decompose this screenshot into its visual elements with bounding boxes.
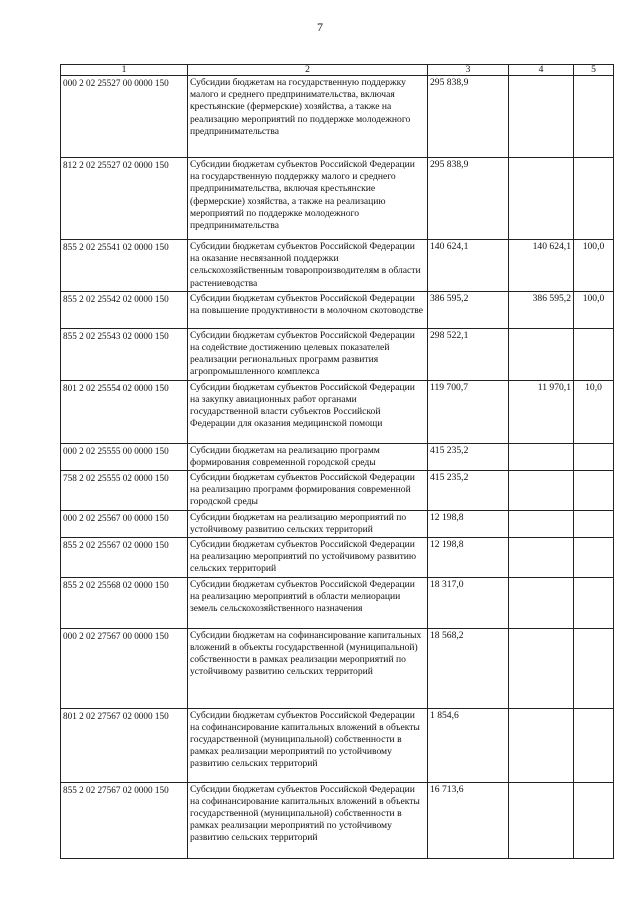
fact-value — [509, 471, 574, 511]
percent-value — [574, 577, 614, 628]
budget-code: 855 2 02 25542 02 0000 150 — [61, 291, 188, 328]
plan-value: 1 854,6 — [428, 708, 509, 782]
plan-value: 12 198,8 — [428, 510, 509, 537]
row-description: Субсидии бюджетам на софинансирование капитальных вложений в объекты государственной (муниципальной) собственности в рамках реализации мероприятий по устойчивому развитию сельских территорий — [188, 628, 428, 708]
percent-value — [574, 158, 614, 240]
budget-code: 855 2 02 27567 02 0000 150 — [61, 782, 188, 858]
column-header-plan: 3 — [428, 65, 509, 76]
plan-value: 16 713,6 — [428, 782, 509, 858]
percent-value — [574, 443, 614, 470]
row-description: Субсидии бюджетам на реализацию программ формирования современной городской среды — [188, 443, 428, 470]
budget-code: 812 2 02 25527 02 0000 150 — [61, 158, 188, 240]
fact-value — [509, 443, 574, 470]
table-row — [61, 577, 614, 628]
budget-table — [60, 64, 614, 859]
budget-code: 801 2 02 25554 02 0000 150 — [61, 380, 188, 443]
fact-value — [509, 708, 574, 782]
percent-value: 10,0 — [574, 380, 614, 443]
table-row — [61, 510, 614, 537]
row-description: Субсидии бюджетам субъектов Российской Федерации на реализацию мероприятий в области мелиорации земель сельскохозяйственного назначения — [188, 577, 428, 628]
percent-value — [574, 510, 614, 537]
percent-value: 100,0 — [574, 291, 614, 328]
row-description: Субсидии бюджетам субъектов Российской Федерации на оказание несвязанной поддержки сельскохозяйственным товаропроизводителям в области растениеводства — [188, 240, 428, 292]
plan-value: 415 235,2 — [428, 443, 509, 470]
column-header-description: 2 — [188, 65, 428, 76]
row-description: Субсидии бюджетам на государственную поддержку малого и среднего предпринимательства, включая крестьянские (фермерские) хозяйства, а также на реализацию мероприятий по поддержке молодежного предпринимательства — [188, 76, 428, 158]
table-row — [61, 328, 614, 380]
column-header-percent: 5 — [574, 65, 614, 76]
plan-value: 295 838,9 — [428, 76, 509, 158]
row-description: Субсидии бюджетам субъектов Российской Федерации на государственную поддержку малого и среднего предпринимательства, включая крестьянские (фермерские) хозяйства, а также на реализацию мероприятий по поддержке молодежного предпринимательства — [188, 158, 428, 240]
column-header-code: 1 — [61, 65, 188, 76]
row-description: Субсидии бюджетам на реализацию мероприятий по устойчивому развитию сельских территорий — [188, 510, 428, 537]
budget-code: 855 2 02 25543 02 0000 150 — [61, 328, 188, 380]
row-description: Субсидии бюджетам субъектов Российской Федерации на реализацию мероприятий по устойчивому развитию сельских территорий — [188, 538, 428, 578]
row-description: Субсидии бюджетам субъектов Российской Федерации на содействие достижению целевых показателей реализации региональных программ развития агропромышленного комплекса — [188, 328, 428, 380]
percent-value — [574, 782, 614, 858]
budget-code: 855 2 02 25567 02 0000 150 — [61, 538, 188, 578]
plan-value: 18 568,2 — [428, 628, 509, 708]
table-row — [61, 443, 614, 470]
table-row — [61, 782, 614, 858]
page-number: 7 — [317, 20, 323, 34]
budget-code: 855 2 02 25568 02 0000 150 — [61, 577, 188, 628]
plan-value: 12 198,8 — [428, 538, 509, 578]
table-row — [61, 628, 614, 708]
table-row — [61, 76, 614, 158]
fact-value — [509, 510, 574, 537]
header-row — [61, 65, 614, 76]
fact-value: 11 970,1 — [509, 380, 574, 443]
fact-value — [509, 76, 574, 158]
table-row — [61, 708, 614, 782]
table-row — [61, 538, 614, 578]
percent-value — [574, 628, 614, 708]
budget-code: 000 2 02 27567 00 0000 150 — [61, 628, 188, 708]
plan-value: 18 317,0 — [428, 577, 509, 628]
percent-value: 100,0 — [574, 240, 614, 292]
table-row — [61, 291, 614, 328]
budget-code: 000 2 02 25555 00 0000 150 — [61, 443, 188, 470]
budget-code: 801 2 02 27567 02 0000 150 — [61, 708, 188, 782]
fact-value: 140 624,1 — [509, 240, 574, 292]
budget-code: 758 2 02 25555 02 0000 150 — [61, 471, 188, 511]
fact-value — [509, 328, 574, 380]
plan-value: 386 595,2 — [428, 291, 509, 328]
plan-value: 140 624,1 — [428, 240, 509, 292]
table-row — [61, 158, 614, 240]
row-description: Субсидии бюджетам субъектов Российской Федерации на реализацию программ формирования современной городской среды — [188, 471, 428, 511]
budget-code: 000 2 02 25567 00 0000 150 — [61, 510, 188, 537]
plan-value: 298 522,1 — [428, 328, 509, 380]
row-description: Субсидии бюджетам субъектов Российской Федерации на повышение продуктивности в молочном скотоводстве — [188, 291, 428, 328]
fact-value — [509, 538, 574, 578]
budget-code: 000 2 02 25527 00 0000 150 — [61, 76, 188, 158]
row-description: Субсидии бюджетам субъектов Российской Федерации на софинансирование капитальных вложений в объекты государственной (муниципальной) собственности в рамках реализации мероприятий по устойчивому развитию сельских территорий — [188, 708, 428, 782]
percent-value — [574, 538, 614, 578]
percent-value — [574, 471, 614, 511]
plan-value: 119 700,7 — [428, 380, 509, 443]
fact-value — [509, 628, 574, 708]
table-row — [61, 240, 614, 292]
percent-value — [574, 328, 614, 380]
percent-value — [574, 76, 614, 158]
row-description: Субсидии бюджетам субъектов Российской Федерации на закупку авиационных работ органами государственной власти субъектов Российской Федерации для оказания медицинской помощи — [188, 380, 428, 443]
plan-value: 295 838,9 — [428, 158, 509, 240]
plan-value: 415 235,2 — [428, 471, 509, 511]
fact-value — [509, 158, 574, 240]
fact-value — [509, 782, 574, 858]
column-header-fact: 4 — [509, 65, 574, 76]
table-row — [61, 471, 614, 511]
table-row — [61, 380, 614, 443]
budget-code: 855 2 02 25541 02 0000 150 — [61, 240, 188, 292]
row-description: Субсидии бюджетам субъектов Российской Федерации на софинансирование капитальных вложений в объекты государственной (муниципальной) собственности в рамках реализации мероприятий по устойчивому развитию сельских территорий — [188, 782, 428, 858]
fact-value — [509, 577, 574, 628]
percent-value — [574, 708, 614, 782]
fact-value: 386 595,2 — [509, 291, 574, 328]
